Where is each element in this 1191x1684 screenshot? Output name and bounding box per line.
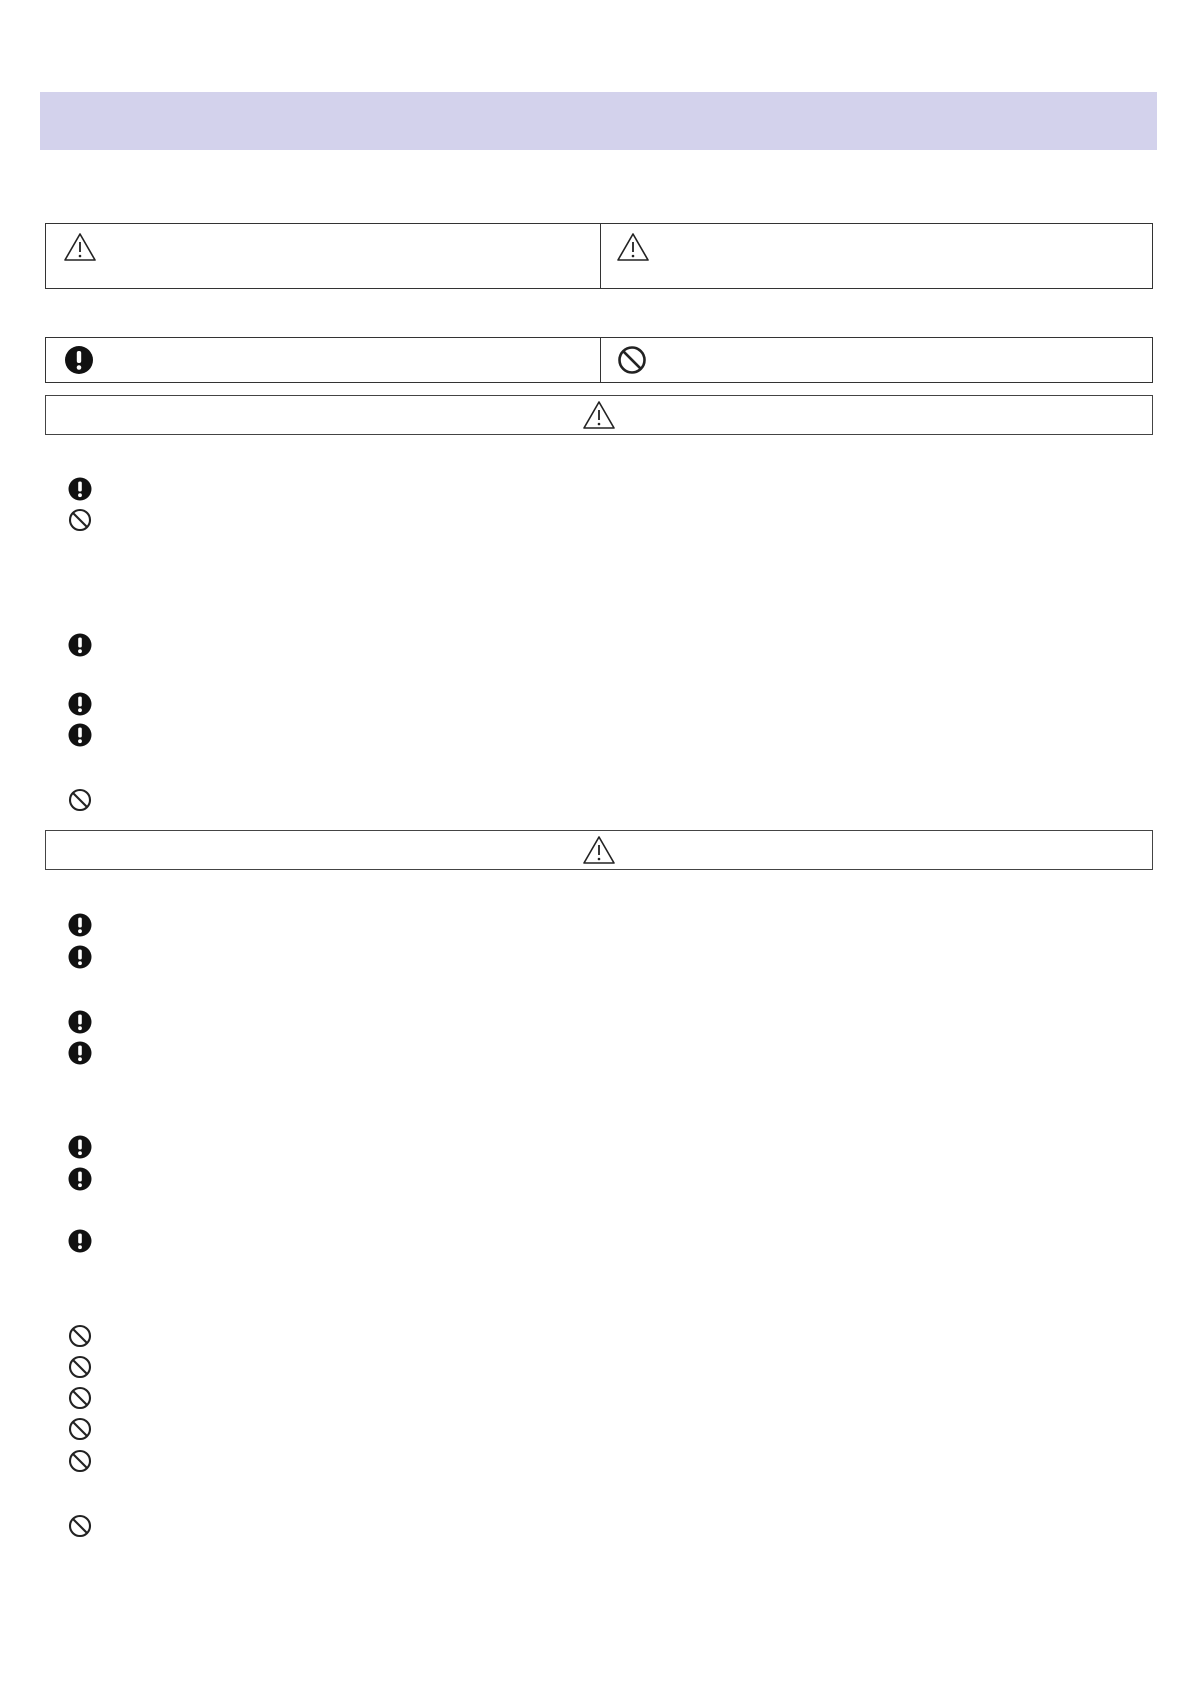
warning-triangle-icon xyxy=(616,232,650,262)
mandatory-exclamation-icon xyxy=(68,692,92,716)
prohibition-icon xyxy=(68,1355,92,1379)
mandatory-exclamation-icon xyxy=(64,345,94,375)
legend-row-symbols xyxy=(45,337,1153,383)
mandatory-exclamation-icon xyxy=(68,1229,92,1253)
prohibition-icon xyxy=(68,1449,92,1473)
mandatory-exclamation-icon xyxy=(68,723,92,747)
prohibition-icon xyxy=(617,345,647,375)
section-bar-caution xyxy=(45,830,1153,870)
warning-triangle-icon xyxy=(582,400,616,430)
mandatory-exclamation-icon xyxy=(68,633,92,657)
prohibition-icon xyxy=(68,788,92,812)
warning-triangle-icon xyxy=(63,232,97,262)
mandatory-exclamation-icon xyxy=(68,1135,92,1159)
mandatory-exclamation-icon xyxy=(68,945,92,969)
warning-triangle-icon xyxy=(582,835,616,865)
mandatory-exclamation-icon xyxy=(68,1041,92,1065)
prohibition-icon xyxy=(68,508,92,532)
prohibition-icon xyxy=(68,1514,92,1538)
mandatory-exclamation-icon xyxy=(68,913,92,937)
prohibition-icon xyxy=(68,1324,92,1348)
header-band xyxy=(40,92,1157,150)
mandatory-exclamation-icon xyxy=(68,1167,92,1191)
legend-divider xyxy=(600,224,601,288)
mandatory-exclamation-icon xyxy=(68,477,92,501)
legend-row-warning xyxy=(45,223,1153,289)
section-bar-warning xyxy=(45,395,1153,435)
prohibition-icon xyxy=(68,1386,92,1410)
legend-divider xyxy=(600,338,601,382)
mandatory-exclamation-icon xyxy=(68,1010,92,1034)
prohibition-icon xyxy=(68,1417,92,1441)
